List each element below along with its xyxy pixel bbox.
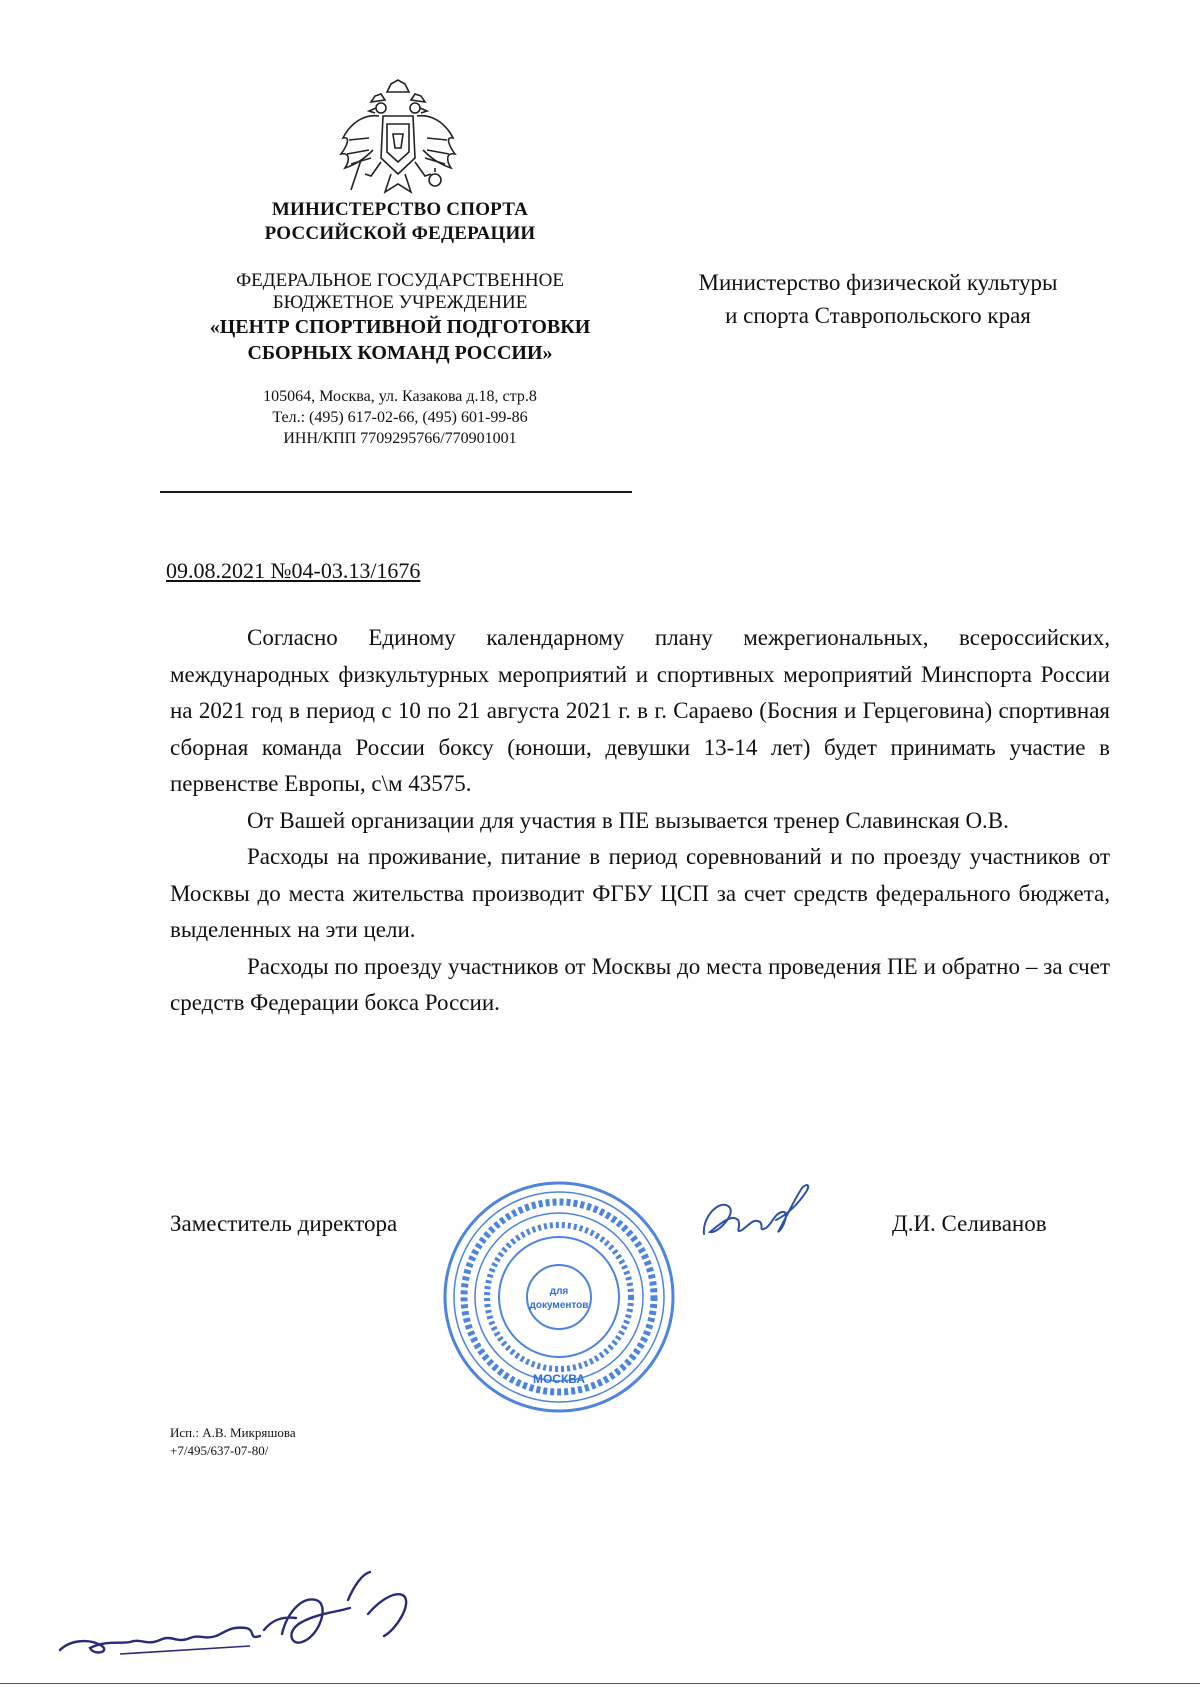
organization-name xyxy=(160,314,640,366)
handwritten-mark-icon xyxy=(50,1560,420,1670)
body-paragraph-4: Расходы по проезду участников от Москвы до места проведения ПЕ и обратно – за счет средств Федерации бокса России. xyxy=(170,953,1110,1015)
organization-type xyxy=(160,270,640,314)
signatory-title: Заместитель директора xyxy=(170,1211,398,1236)
official-stamp-icon xyxy=(440,1178,678,1416)
recipient-line-1: Министерство физической культуры xyxy=(698,270,1058,295)
recipient-block xyxy=(648,266,1108,332)
body-paragraph-1: Согласно Единому календарному плану межрегиональных, всероссийских, международных физкультурных мероприятий и спортивных мероприятий Минспорта России на 2021 год в период с 10 по 21 августа 2021 г. в г. Сараево (Босния и Герцеговина) спортивная сборная команда России боксу (юноши, девушки 13-14 лет) будет принимать участие в первенстве Европы, с\м 43575. xyxy=(170,625,1110,796)
recipient-line-2: и спорта Ставропольского края xyxy=(725,303,1031,328)
signatory-name: Д.И. Селиванов xyxy=(892,1211,1047,1236)
org-type-line-2: БЮДЖЕТНОЕ УЧРЕЖДЕНИЕ xyxy=(272,292,528,313)
stamp-center-text-1: для xyxy=(549,1286,569,1297)
body-paragraph-3: Расходы на проживание, питание в период соревнований и по проезду участников от Москвы до места жительства производит ФГБУ ЦСП за счет средств федерального бюджета, выделенных на эти цели. xyxy=(170,844,1110,942)
signature-icon xyxy=(698,1178,818,1248)
header-divider xyxy=(160,491,632,493)
executor-phone: +7/495/637-07-80/ xyxy=(170,1443,269,1458)
org-name-line-2: СБОРНЫХ КОМАНД РОССИИ» xyxy=(247,342,553,364)
org-name-line-1: «ЦЕНТР СПОРТИВНОЙ ПОДГОТОВКИ xyxy=(209,316,591,338)
coat-of-arms-icon xyxy=(335,78,461,206)
executor-name: Исп.: А.В. Микряшова xyxy=(170,1425,296,1440)
page-bottom-edge xyxy=(0,1683,1200,1684)
ministry-line-2: РОССИЙСКОЙ ФЕДЕРАЦИИ xyxy=(264,223,536,244)
document-reference: 09.08.2021 №04-03.13/1676 xyxy=(166,558,421,583)
sender-phone: Тел.: (495) 617-02-66, (495) 601-99-86 xyxy=(272,409,528,426)
sender-block xyxy=(160,198,640,449)
stamp-city-text: МОСКВА xyxy=(532,1372,586,1386)
sender-contacts xyxy=(160,386,640,449)
org-type-line-1: ФЕДЕРАЛЬНОЕ ГОСУДАРСТВЕННОЕ xyxy=(236,270,564,291)
sender-address: 105064, Москва, ул. Казакова д.18, стр.8 xyxy=(263,388,537,405)
stamp-center-text-2: документов xyxy=(529,1300,589,1311)
sender-inn: ИНН/КПП 7709295766/770901001 xyxy=(283,430,517,447)
letter-body xyxy=(170,620,1110,1022)
ministry-name xyxy=(160,198,640,246)
body-paragraph-2: От Вашей организации для участия в ПЕ вызывается тренер Славинская О.В. xyxy=(247,807,1009,833)
executor-info xyxy=(170,1424,296,1460)
ministry-line-1: МИНИСТЕРСТВО СПОРТА xyxy=(271,199,529,220)
